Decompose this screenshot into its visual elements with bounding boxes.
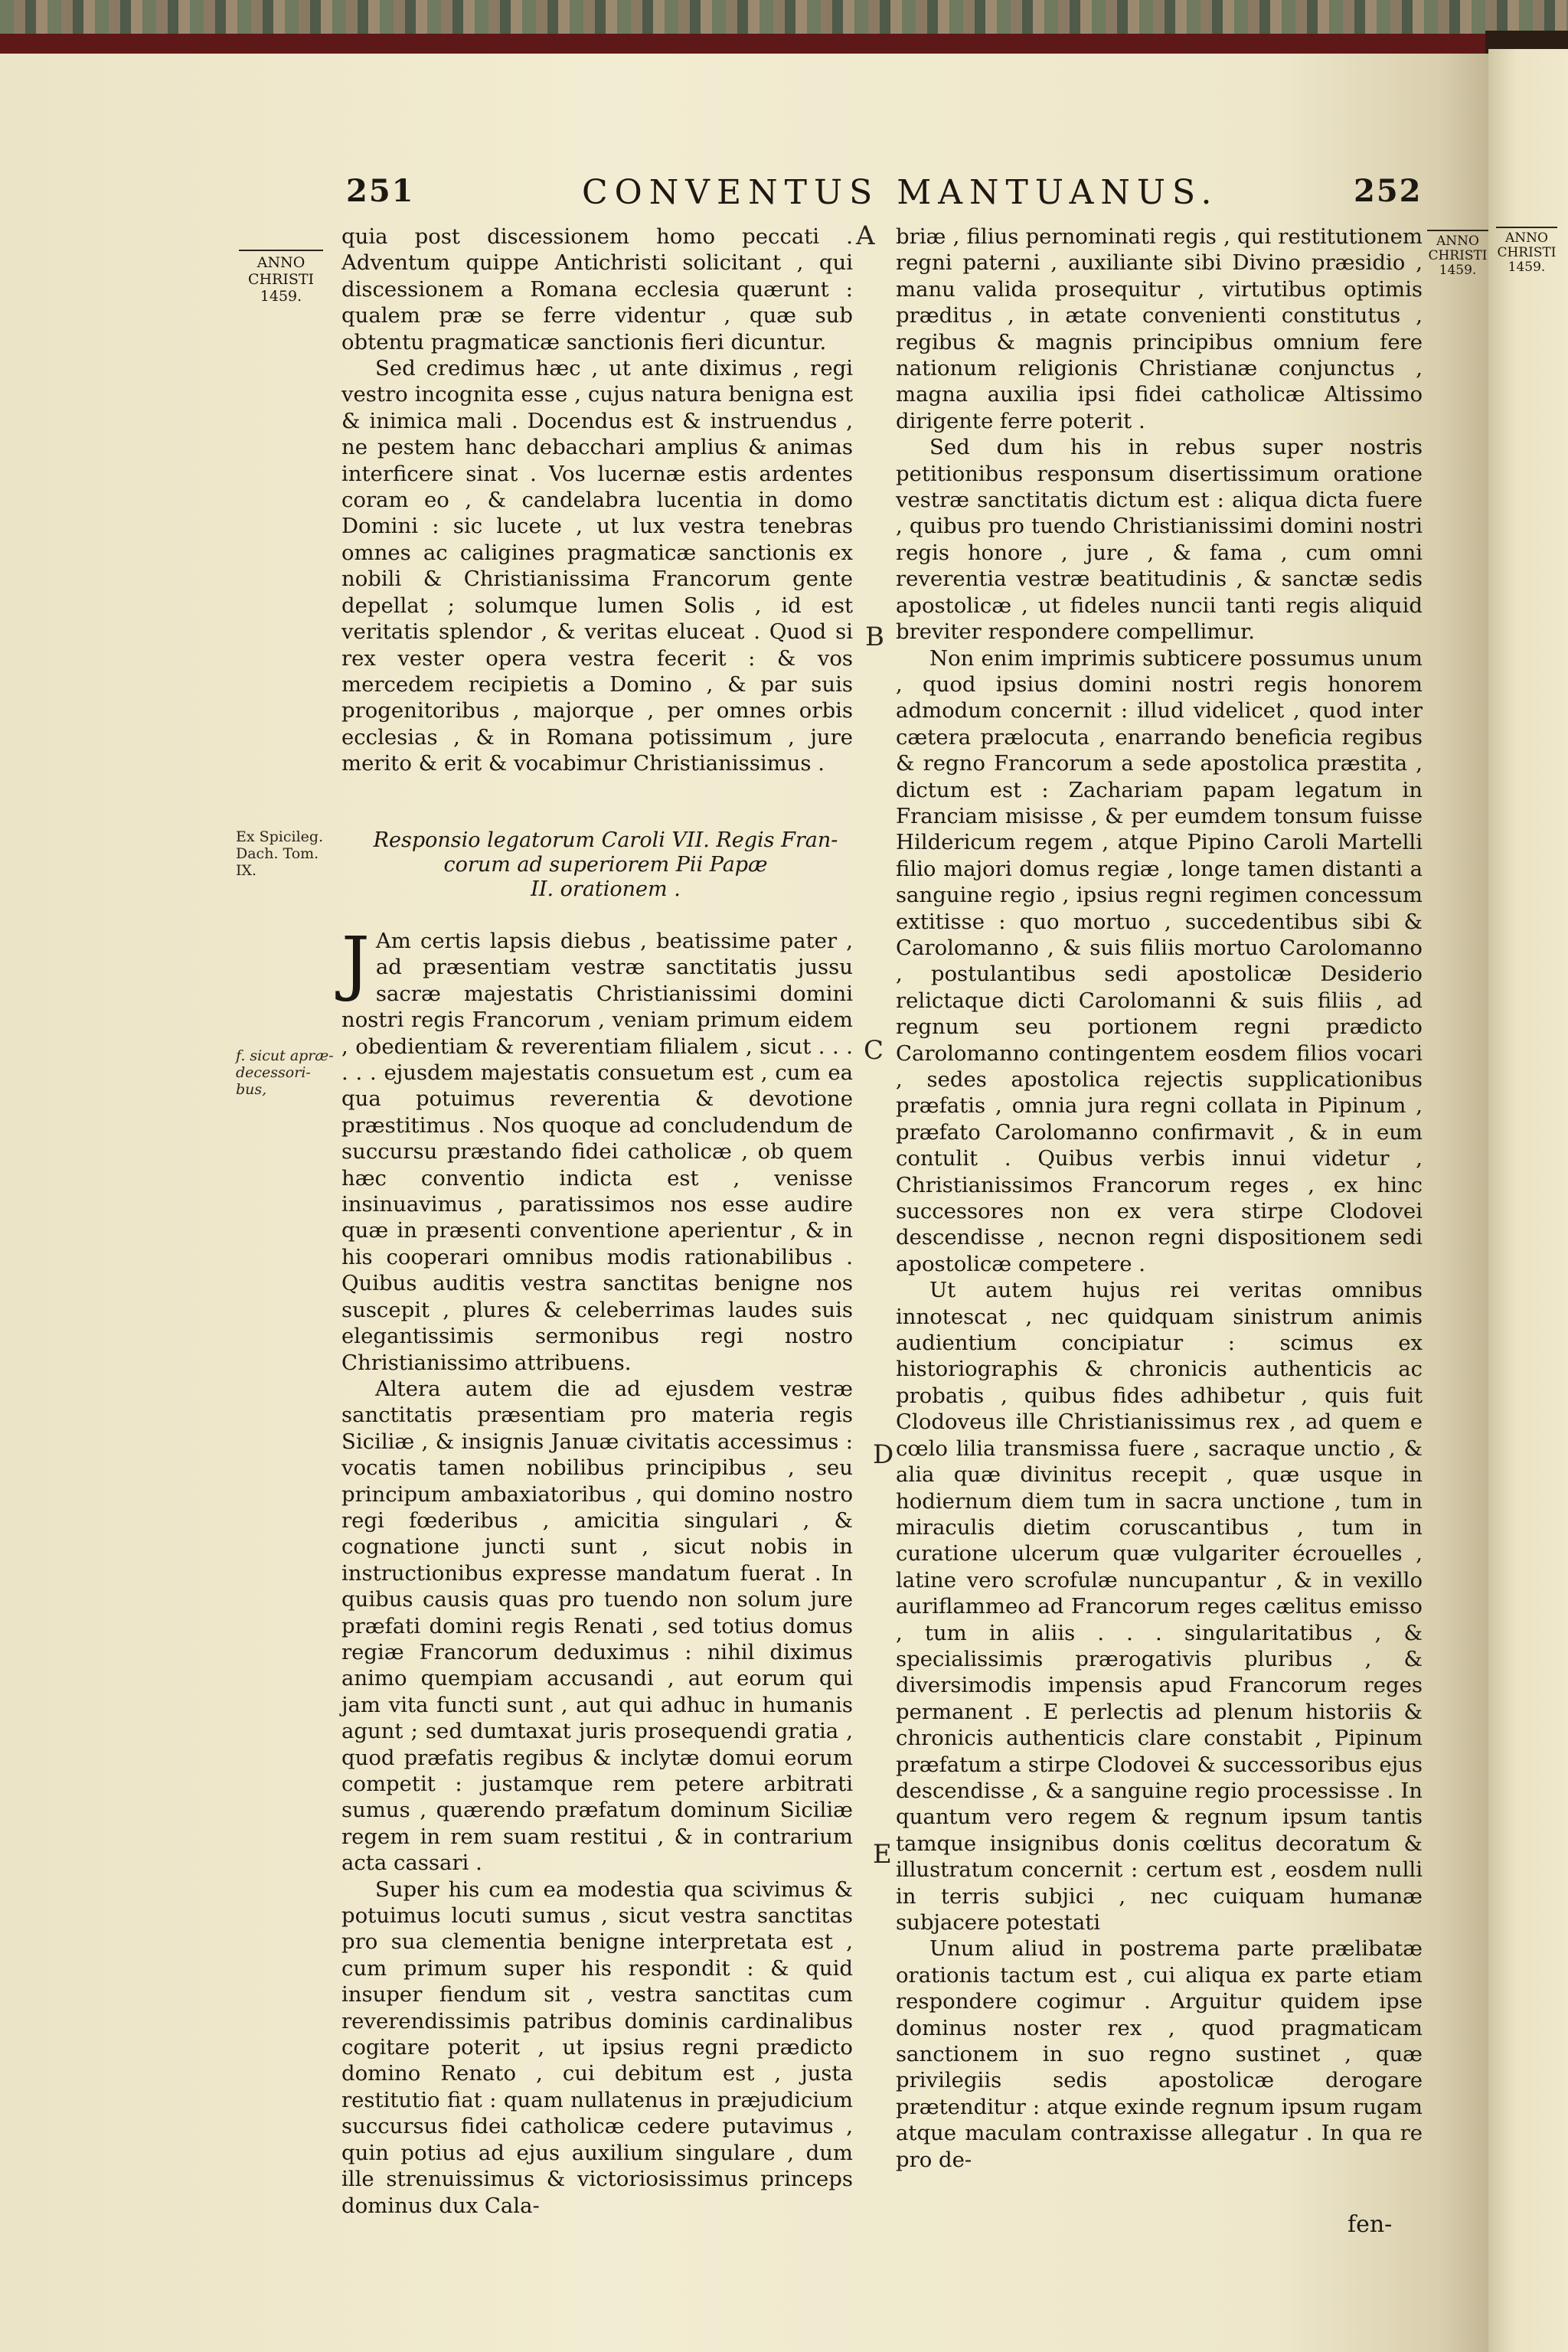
response-title-line: II. orationem . [531,877,681,901]
paragraph: Altera autem die ad ejusdem vestræ sanctitatis præsentiam pro materia regis Siciliæ , & insignis Januæ civitatis accessimus : vocatis tamen nobilibus principibus , seu principum ambaxiatoribus , qui domino nostro regi fœderibus , amicitia singulari , & cognatione juncti sunt , sicut nobis in instructionibus expresse mandatum fuerat . In quibus causis quas pro tuendo non solum jure præfati domini regis Renati , sed totius domus regiæ Francorum deduximus : nihil diximus animo quempiam accusandi , aut eorum qui jam vita functi sunt , aut qui adhuc in humanis agunt ; sed dumtaxat juris prosequendi gratia , quod præfatis regibus & inclytæ domui eorum competit : justamque rem petere arbitrati sumus , quærendo præfatum dominum Siciliæ regem in rem suam restitui , & in contrarium acta cassari . [341,1376,853,1876]
left-page-number: 251 [346,173,415,209]
right-column [896,224,1423,2173]
variant-note-line: f. sicut apræ- [236,1047,334,1064]
paragraph: Ut autem hujus rei veritas omnibus innotescat , nec quidquam sinistrum animis audientium concipiatur : scimus ex historiographis & chronicis authenticis ac probatis , quibus fides adhibetur , quis fuit Clodoveus ille Christianissimus rex , ad quem e cœlo lilia transmissa fuere , sacraque unctio , & alia quæ divinitus recepit , quæ usque in hodiernum diem tum in sacra unctione , tum in miraculis dietim coruscantibus , tum in curatione ulcerum quæ vulgariter écrouelles , latine vero scrofulæ nuncupantur , & in vexillo auriflammeo ad Francorum reges cælitus emisso , tum in aliis . . . singularitatibus , & specialissimis prærogativis pluribus , & diversimodis impensis apud Francorum reges permanent . E perlectis ad plenum historiis & chronicis authenticis clare constabit , Pipinum præfatum a stirpe Clodovei & successoribus ejus descendisse , & a sanguine regio processisse . In quantum vero regem & regnum ipsum tantis tamque insignibus donis cœlitus decoratum & illustratum concernit : certum est , eosdem nulli in terris subjici , nec cuiquam humanæ subjacere potestati [896,1278,1423,1935]
variant-note-line: bus, [236,1081,267,1098]
year-label: 1459. [260,288,302,305]
paragraph: briæ , filius pernominati regis , qui restitutionem regni paterni , auxiliante sibi Divino præsidio , manu valida prosequitur , virtutibus optimis præditus , in ætate convenienti constitutus , regibus & magnis principibus omnium fere nationum religionis Christianæ conjunctus , magna auxilia ipsi fidei catholicæ Altissimo dirigente ferre poterit . [896,224,1423,433]
paragraph: quia post discessionem homo peccati . Adventum quippe Antichristi solicitant , qui discessionem a Romana ecclesia quærunt : qualem præ se ferre videntur , quæ sub obtentu pragmaticæ sanctionis fieri dicuntur. [341,224,853,354]
variant-note-line: decessori- [236,1064,311,1081]
anno-christi-left [239,250,323,305]
source-note-line: IX. [236,862,257,879]
right-page-number: 252 [1354,173,1423,209]
section-letter-c: C [864,1035,884,1066]
source-note-line: Dach. Tom. [236,845,319,862]
paragraph: Sed credimus hæc , ut ante diximus , regi vestro incognita esse , cujus natura benigna est & inimica mali . Docendus est & instruendus , ne pestem hanc debacchari amplius & animas interficere sinat . Vos lucernæ estis ardentes coram eo , & candelabra lucentia in domo Domini : sic lucete , ut lux vestra tenebras omnes ac caligines pragmaticæ sanctionis ex nobili & Christianissima Francorum gente depellat ; solumque lumen Solis , id est veritatis splendor , & veritas eluceat . Quod si rex vester opera vestra fecerit : & vos mercedem recipietis a Domino , & par suis progenitoribus , majorque , per omnes orbis ecclesias , & in Romana potissimum , jure merito & erit & vocabimur Christianissimus . [341,356,853,776]
left-column-response [341,922,853,2219]
christi-label: CHRISTI [247,271,315,288]
paragraph-text: Am certis lapsis diebus , beatissime pater , ad præsentiam vestræ sanctitatis jussu sacræ majestatis Christianissimi domini nostri regis Francorum , veniam primum eidem , obedientiam & reverentiam filialem , sicut . . . . . . ejusdem majestatis consuetum est , cum ea qua potuimus reverentia & devotione præstitimus . Nos quoque ad concludendum de succursu præstando fidei catholicæ , ob quem hæc conventio indicta est , venisse insinuavimus , paratissimos nos esse audire quæ in præsenti conventione aperientur , & in his cooperari omnibus modis rationabilibus . Quibus auditis vestra sanctitas benigne nos suscepit , plures & celeberrimas laudes suis elegantissimis sermonibus regi nostro Christianissimo attribuens. [341,929,853,1375]
response-title-line: Responsio legatorum Caroli VII. Regis Fran- [373,828,838,852]
response-title [341,828,870,902]
source-note [236,828,335,879]
anno-label: ANNO [256,254,305,271]
year-label: 1459. [1508,260,1546,275]
next-page-edge [1488,49,1568,2352]
drop-cap: J [341,922,370,1004]
anno-christi-next-page [1496,227,1557,275]
section-letter-d: D [873,1439,894,1470]
paragraph: Sed dum his in rebus super nostris petitionibus responsum disertissimum oratione vestræ sanctitatis dictum est : aliqua dicta fuere , quibus pro tuendo Christianissimi domini nostri regis honore , jure , & fama , cum omni reverentia vestræ beatitudinis , & sanctæ sedis apostolicæ , ut fideles nuncii tanti regis aliquid breviter respondere compellimur. [896,435,1423,645]
section-letter-a: A [856,220,875,251]
left-column-top [341,224,853,777]
running-title: CONVENTUS MANTUANUS. [582,173,1219,212]
paragraph: Unum aliud in postrema parte prælibatæ orationis tactum est , cui aliqua ex parte etiam respondere cogimur . Arguitur quidem ipse dominus noster rex , quod pragmaticam sanctionem in suo regno sustinet , quæ privilegiis sedis apostolicæ derogare prætenditur : atque exinde regnum ipsum rugam atque maculam contraxisse allegatur . In qua re pro de- [896,1936,1423,2172]
section-letter-b: B [865,622,884,652]
paragraph: Super his cum ea modestia qua scivimus & potuimus locuti sumus , sicut vestra sanctitas pro sua clementia benigne interpretata est , cum primum super his respondit : & quid insuper fiendum sit , vestra sanctitas cum reverendissimis patribus dominis cardinalibus cogitare poterit , ut ipsius regni prædicto domino Renato , cui debitum est , justa restitutio fiat : quam nullatenus in præjudicium succursus fidei catholicæ cedere putavimus , quin potius ad ejus auxilium singulare , dum ille strenuissimus & victoriosissimus princeps dominus dux Cala- [341,1877,853,2218]
year-label: 1459. [1439,263,1477,278]
paragraph [341,922,853,1376]
anno-label: ANNO [1436,234,1479,249]
catchword: fen- [1348,2211,1393,2238]
variant-note [236,1047,335,1098]
anno-label: ANNO [1505,230,1548,246]
anno-christi-right [1427,230,1488,278]
paragraph: Non enim imprimis subticere possumus unum , quod ipsius domini nostri regis honorem admodum concernit : illud videlicet , quod inter cætera prælocuta , enarrando beneficia regibus & regno Francorum a sede apostolica præstita , dictum est : Zachariam papam legatum in Franciam misisse , & per eumdem tonsum fuisse Hildericum regem , atque Pipino Caroli Martelli filio majori domus regiæ , longe tamen distanti a sanguine regio , ipsius regni regimen concessum extitisse : quo mortuo , succedentibus sibi & Carolomanno , & suis filiis mortuo Carolomanno , postulantibus sedi apostolicæ Desiderio relictaque dicti Carolomanni & suis filiis , ad regnum seu portionem regni prædicto Carolomanno contingentem eosdem filios vocari , sedes apostolica rejectis supplicationibus præfatis , omnia jura regni collata in Pipinum , præfato Carolomanno confirmavit , & in eum contulit . Quibus verbis innui videtur , Christianissimos Francorum reges , ex hinc successores non ex vera stirpe Clodovei descendisse , necnon regni dispositionem sedi apostolicæ competere . [896,645,1423,1276]
response-title-line: corum ad superiorem Pii Papæ [443,853,768,877]
source-note-line: Ex Spicileg. [236,828,324,845]
christi-label: CHRISTI [1428,248,1488,263]
section-letter-e: E [873,1839,892,1870]
christi-label: CHRISTI [1497,245,1557,260]
background-carpet [0,0,1568,37]
